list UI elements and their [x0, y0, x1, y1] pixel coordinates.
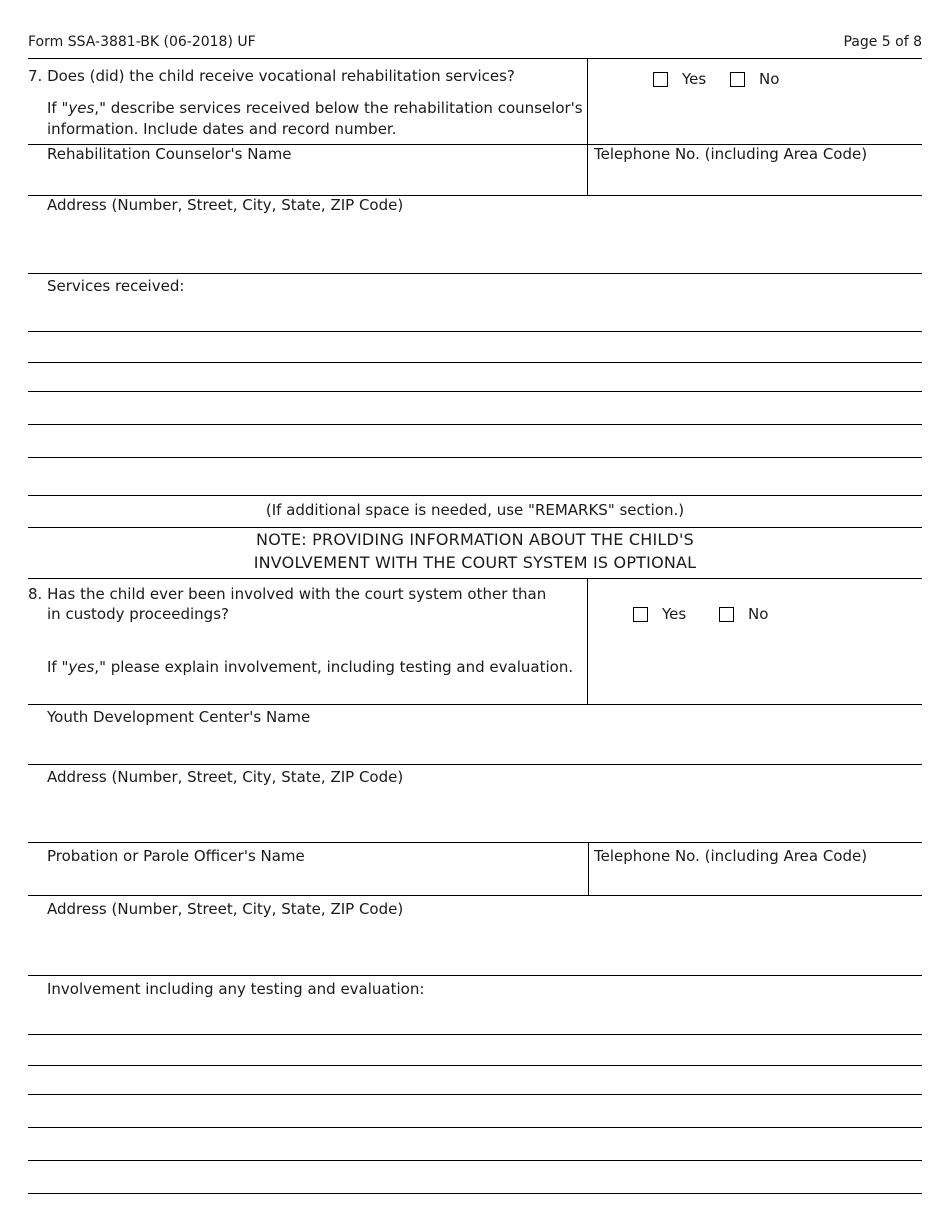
- divider: [28, 1193, 922, 1194]
- services-label: Services received:: [47, 277, 185, 295]
- youth-center-name-label: Youth Development Center's Name: [47, 708, 311, 726]
- probation-address-field[interactable]: [47, 924, 907, 970]
- q7-instruction-line1: If "yes," describe services received below the rehabilitation counselor's: [47, 99, 583, 117]
- q7-yes-option[interactable]: [653, 70, 706, 88]
- counselor-phone-field[interactable]: [594, 168, 914, 190]
- divider: [28, 495, 922, 496]
- q8-no-label: No: [748, 605, 769, 623]
- counselor-name-field[interactable]: [47, 168, 577, 190]
- court-note-line1: NOTE: PROVIDING INFORMATION ABOUT THE CHILD'S: [256, 530, 694, 549]
- services-line[interactable]: [28, 425, 922, 455]
- probation-phone-label: Telephone No. (including Area Code): [594, 847, 868, 865]
- involvement-line[interactable]: [28, 1128, 922, 1158]
- divider: [28, 764, 922, 765]
- services-line[interactable]: [28, 392, 922, 422]
- column-divider: [587, 58, 588, 195]
- divider: [28, 273, 922, 274]
- q8-question-line2: in custody proceedings?: [47, 605, 229, 623]
- youth-center-address-label: Address (Number, Street, City, State, ZIP Code): [47, 768, 404, 786]
- q7-yes-label: Yes: [682, 70, 707, 88]
- involvement-line[interactable]: [28, 1035, 922, 1065]
- remarks-note: (If additional space is needed, use "REMARKS" section.): [265, 501, 685, 519]
- involvement-line[interactable]: [28, 1066, 922, 1096]
- services-line[interactable]: [28, 332, 922, 362]
- counselor-address-field[interactable]: [47, 220, 907, 268]
- services-line[interactable]: [28, 458, 922, 488]
- services-line[interactable]: [28, 363, 922, 393]
- q7-no-label: No: [759, 70, 780, 88]
- involvement-line[interactable]: [28, 1161, 922, 1191]
- form-id: Form SSA-3881-BK (06-2018) UF: [28, 34, 256, 50]
- probation-name-label: Probation or Parole Officer's Name: [47, 847, 305, 865]
- probation-name-field[interactable]: [47, 870, 577, 892]
- divider: [28, 975, 922, 976]
- divider: [28, 842, 922, 843]
- divider: [28, 578, 922, 579]
- q7-no-checkbox[interactable]: [730, 72, 745, 87]
- involvement-line[interactable]: [28, 1095, 922, 1125]
- column-divider: [588, 842, 589, 895]
- counselor-address-label: Address (Number, Street, City, State, ZIP Code): [47, 196, 404, 214]
- q7-no-option[interactable]: [730, 70, 779, 88]
- counselor-name-label: Rehabilitation Counselor's Name: [47, 145, 292, 163]
- page-number: Page 5 of 8: [843, 34, 922, 50]
- probation-address-label: Address (Number, Street, City, State, ZIP Code): [47, 900, 404, 918]
- q8-no-checkbox[interactable]: [719, 607, 734, 622]
- divider: [28, 58, 922, 59]
- divider: [28, 895, 922, 896]
- q8-no-option[interactable]: [719, 605, 768, 623]
- q8-yes-option[interactable]: [633, 605, 686, 623]
- probation-phone-field[interactable]: [594, 870, 914, 892]
- q8-instruction: If "yes," please explain involvement, including testing and evaluation.: [47, 658, 574, 676]
- q7-question: 7. Does (did) the child receive vocational rehabilitation services?: [28, 67, 515, 85]
- q8-yes-label: Yes: [662, 605, 687, 623]
- counselor-phone-label: Telephone No. (including Area Code): [594, 145, 868, 163]
- q7-instruction-line2: information. Include dates and record number.: [47, 120, 397, 138]
- q7-yes-checkbox[interactable]: [653, 72, 668, 87]
- q8-yes-checkbox[interactable]: [633, 607, 648, 622]
- divider: [28, 704, 922, 705]
- youth-center-name-field[interactable]: [47, 732, 907, 758]
- column-divider: [587, 578, 588, 704]
- q8-question-line1: 8. Has the child ever been involved with the court system other than: [28, 585, 547, 603]
- court-note-line2: INVOLVEMENT WITH THE COURT SYSTEM IS OPTIONAL: [253, 553, 697, 572]
- youth-center-address-field[interactable]: [47, 792, 907, 836]
- involvement-label: Involvement including any testing and evaluation:: [47, 980, 425, 998]
